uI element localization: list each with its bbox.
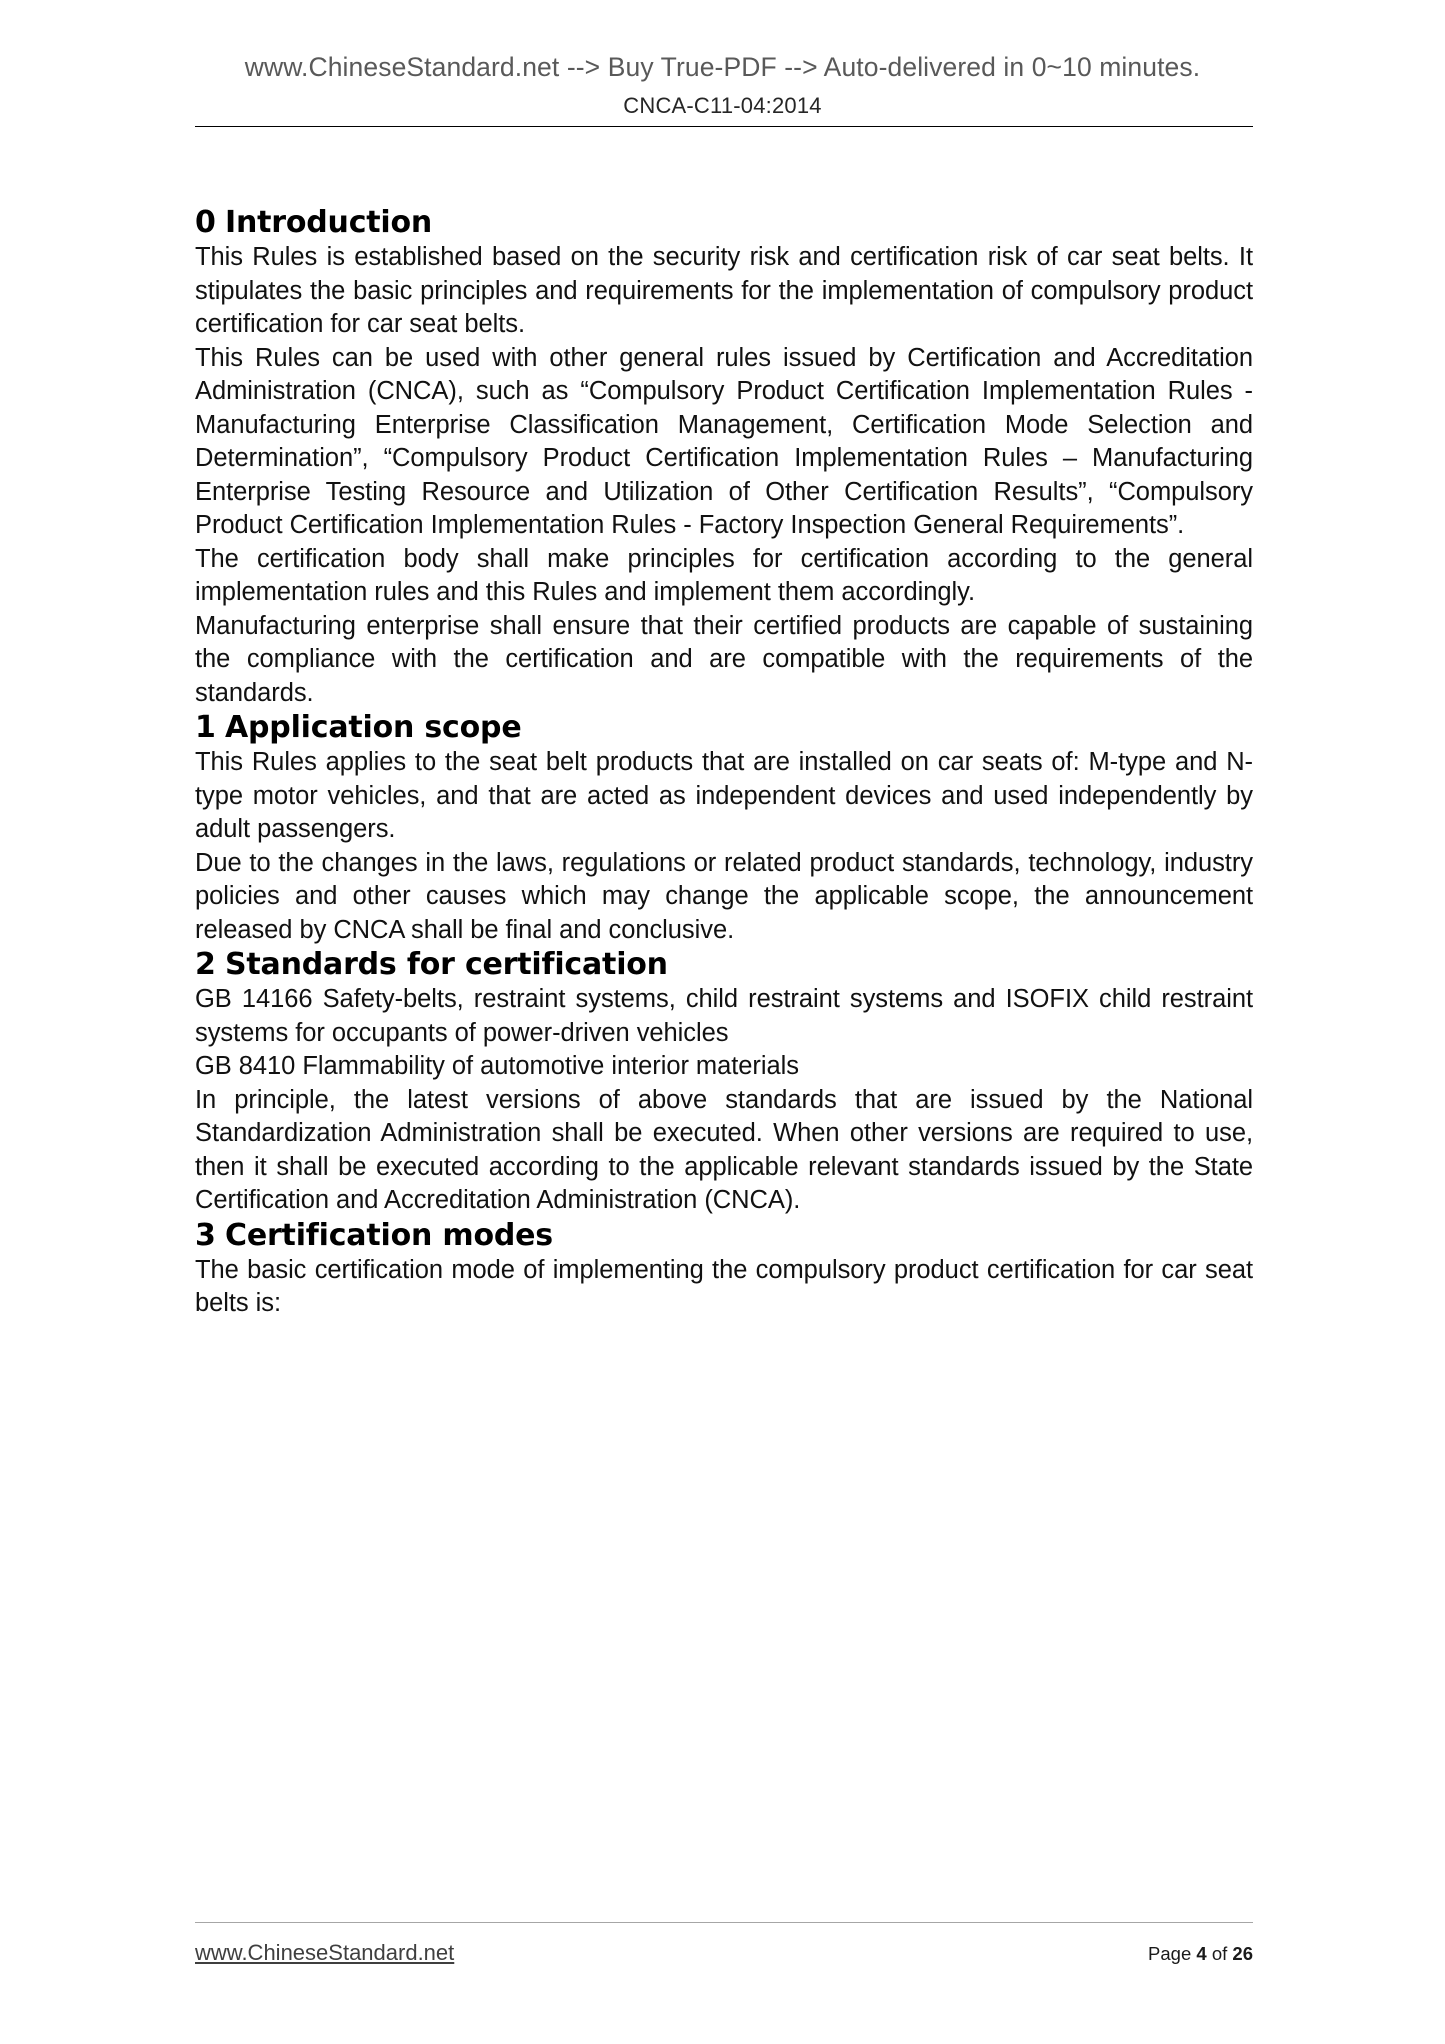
paragraph: The basic certification mode of implementing the compulsory product certification for car seat belts is: [195,1255,1253,1317]
page-of: of [1211,1943,1228,1964]
standard-reference: GB 8410 Flammability of automotive interior materials [195,1052,799,1080]
page-header [195,52,1250,119]
header-divider [195,126,1253,127]
section-heading-3 [195,1218,1253,1254]
promo-text: www.ChineseStandard.net --> Buy True-PDF --> Auto-delivered in 0~10 minutes. [244,52,1201,82]
page-total: 26 [1232,1943,1253,1964]
page-number-label [1148,1943,1253,1965]
section-title-3: Certification modes [225,1217,553,1253]
paragraph: Due to the changes in the laws, regulations or related product standards, technology, industry policies and other causes which may change the applicable scope, the announcement released by CNCA shall be final and conclusive. [195,848,1253,944]
standard-reference: GB 14166 Safety-belts, restraint systems, child restraint systems and ISOFIX child restraint systems for occupants of power-driven vehicles [195,985,1253,1047]
section-title-1: Application scope [225,710,522,745]
page-footer [195,1940,1253,1966]
section-heading-0 [195,205,1253,241]
standard-number: CNCA-C11-04:2014 [623,93,822,118]
section-number-0: 0 [195,205,216,240]
section-number-3: 3 [195,1217,216,1253]
footer-divider [195,1922,1253,1923]
section-number-2: 2 [195,947,216,982]
page-current: 4 [1196,1943,1207,1964]
page-prefix: Page [1148,1943,1192,1964]
document-body [195,205,1253,1321]
paragraph: The certification body shall make principles for certification according to the general implementation rules and this Rules and implement them accordingly. [195,544,1253,606]
section-number-1: 1 [195,710,216,745]
paragraph: This Rules is established based on the security risk and certification risk of car seat belts. It stipulates the basic principles and requirements for the implementation of compulsory product certification for car seat belts. [195,243,1253,338]
paragraph: Manufacturing enterprise shall ensure that their certified products are capable of sustaining the compliance with the certification and are compatible with the requirements of the standards. [195,611,1253,707]
paragraph: This Rules can be used with other general rules issued by Certification and Accreditation Administration (CNCA), such as “Compulsory Product Certification Implementation Rules - Manufacturing Enterprise Classification Management, Certification Mode Selection and Determination”, “Compulsory Product Certification Implementation Rules – Manufacturing Enterprise Testing Resource and Utilization of Other Certification Results”, “Compulsory Product Certification Implementation Rules - Factory Inspection General Requirements”. [195,343,1253,539]
section-heading-1 [195,710,1253,746]
paragraph: In principle, the latest versions of above standards that are issued by the National Standardization Administration shall be executed. When other versions are required to use, then it shall be executed according to the applicable relevant standards issued by the State Certification and Accreditation Administration (CNCA). [195,1085,1253,1214]
section-heading-2 [195,947,1253,983]
section-title-2: Standards for certification [225,947,668,982]
section-title-0: Introduction [225,205,433,240]
paragraph: This Rules applies to the seat belt products that are installed on car seats of: M-type and N-type motor vehicles, and that are acted as independent devices and used independently by adult passengers. [195,748,1253,843]
footer-site-link[interactable]: www.ChineseStandard.net [195,1940,455,1965]
